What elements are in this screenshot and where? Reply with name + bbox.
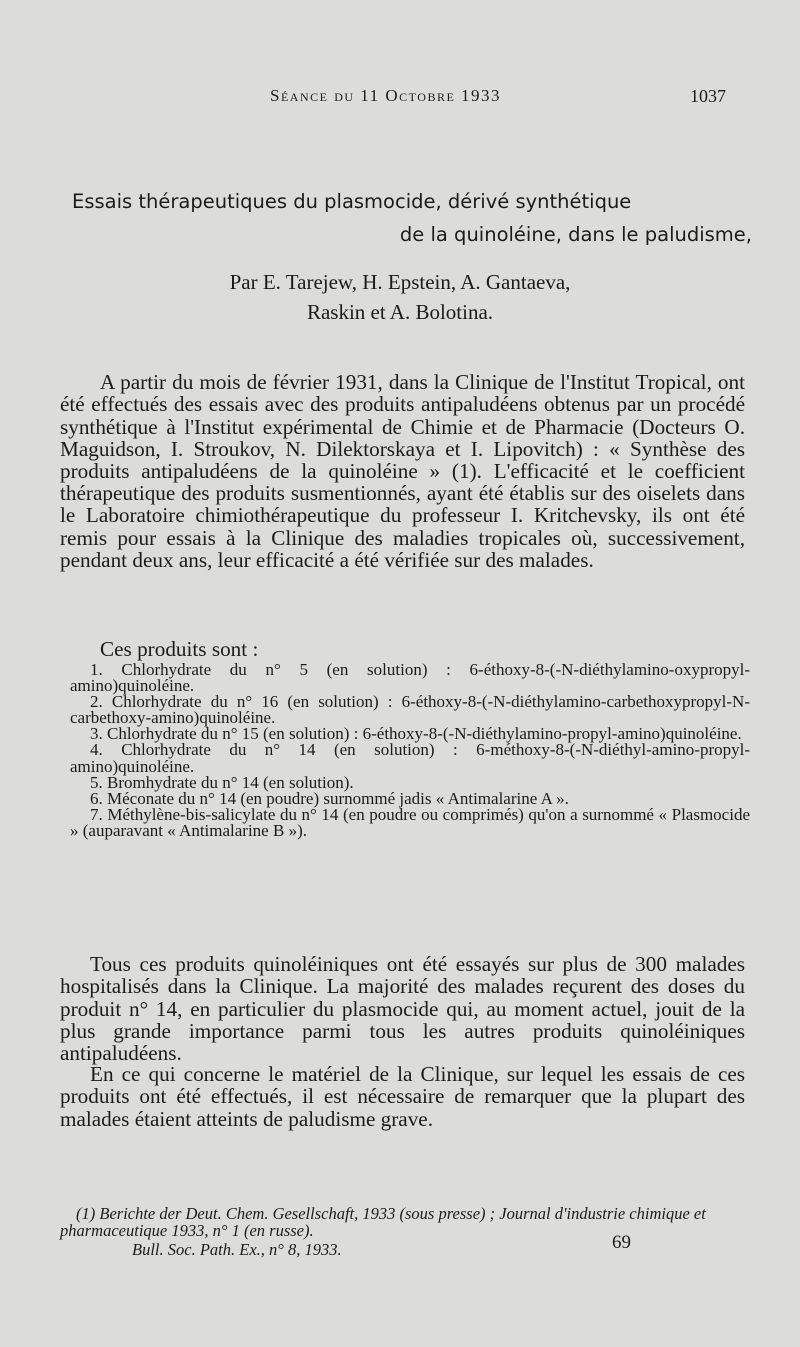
list-item: 5. Bromhydrate du n° 14 (en solution).	[90, 772, 354, 792]
running-head: Séance du 11 Octobre 1933	[270, 86, 502, 105]
paragraph-results: Tous ces produits quinoléiniques ont été essayés sur plus de 300 malades hospitalisés dans la Clinique. La majorité des malades reçurent des doses du produit n° 14, en particulier du plasmocide qui, au moment actuel, jouit de la plus grande importance parmi tous les autres produits quinoléiniques antipaludéens.	[60, 952, 745, 1065]
authors-line2: Raskin et A. Bolotina.	[306, 300, 494, 324]
signature-mark: 69	[612, 1232, 631, 1253]
list-item: 6. Méconate du n° 14 (en poudre) surnommé jadis « Antimalarine A ».	[90, 788, 569, 808]
list-item: 1. Chlorhydrate du n° 5 (en solution) : 6-éthoxy-8-(-N-diéthylamino-oxypropyl-amino)quinoléine.	[70, 660, 750, 696]
article-title-line2: de la quinoléine, dans le paludisme,	[399, 223, 752, 246]
list-item: 7. Méthylène-bis-salicylate du n° 14 (en poudre ou comprimés) qu'on a surnommé « Plasmocide » (auparavant « Antimalarine B »).	[70, 804, 750, 840]
product-list	[70, 662, 750, 839]
paragraph-material: En ce qui concerne le matériel de la Clinique, sur lequel les essais de ces produits ont été effectués, il est nécessaire de remarquer que la plupart des malades étaient atteints de paludisme grave.	[60, 1062, 745, 1131]
list-item: 3. Chlorhydrate du n° 15 (en solution) : 6-éthoxy-8-(-N-diéthylamino-propyl-amino)quinoléine.	[90, 724, 742, 744]
list-item: 4. Chlorhydrate du n° 14 (en solution) : 6-méthoxy-8-(-N-diéthyl-amino-propyl-amino)quinoléine.	[70, 740, 750, 776]
paragraph-products-lead: Ces produits sont :	[100, 637, 259, 662]
list-item: 2. Chlorhydrate du n° 16 (en solution) : 6-éthoxy-8-(-N-diéthylamino-carbethoxypropyl-N-carbethoxy-amino)quinoléine.	[70, 692, 750, 728]
article-title-line1: Essais thérapeutiques du plasmocide, dérivé synthétique	[72, 190, 632, 213]
journal-reference: Bull. Soc. Path. Ex., n° 8, 1933.	[132, 1239, 342, 1259]
authors-line1: Par E. Tarejew, H. Epstein, A. Gantaeva,	[229, 270, 571, 294]
page-number: 1037	[690, 86, 726, 106]
footnote-1: (1) Berichte der Deut. Chem. Gesellschaft, 1933 (sous presse) ; Journal d'industrie chimique et pharmaceutique 1933, n° 1 (en russe).	[60, 1203, 706, 1240]
paragraph-intro: A partir du mois de février 1931, dans la Clinique de l'Institut Tropical, ont été effectués des essais avec des produits antipaludéens obtenus par un procédé synthétique à l'Institut expérimental de Chimie et de Pharmacie (Docteurs O. Maguidson, I. Stroukov, N. Dilektorskaya et I. Lipovitch) : « Synthèse des produits antipaludéens de la quinoléine » (1). L'efficacité et le coefficient thérapeutique des produits susmentionnés, ayant été établis sur des oiselets dans le Laboratoire chimiothérapeutique du professeur I. Kritchevsky, ils ont été remis pour essais à la Clinique des maladies tropicales où, successivement, pendant deux ans, leur efficacité a été vérifiée sur des malades.	[60, 370, 745, 572]
